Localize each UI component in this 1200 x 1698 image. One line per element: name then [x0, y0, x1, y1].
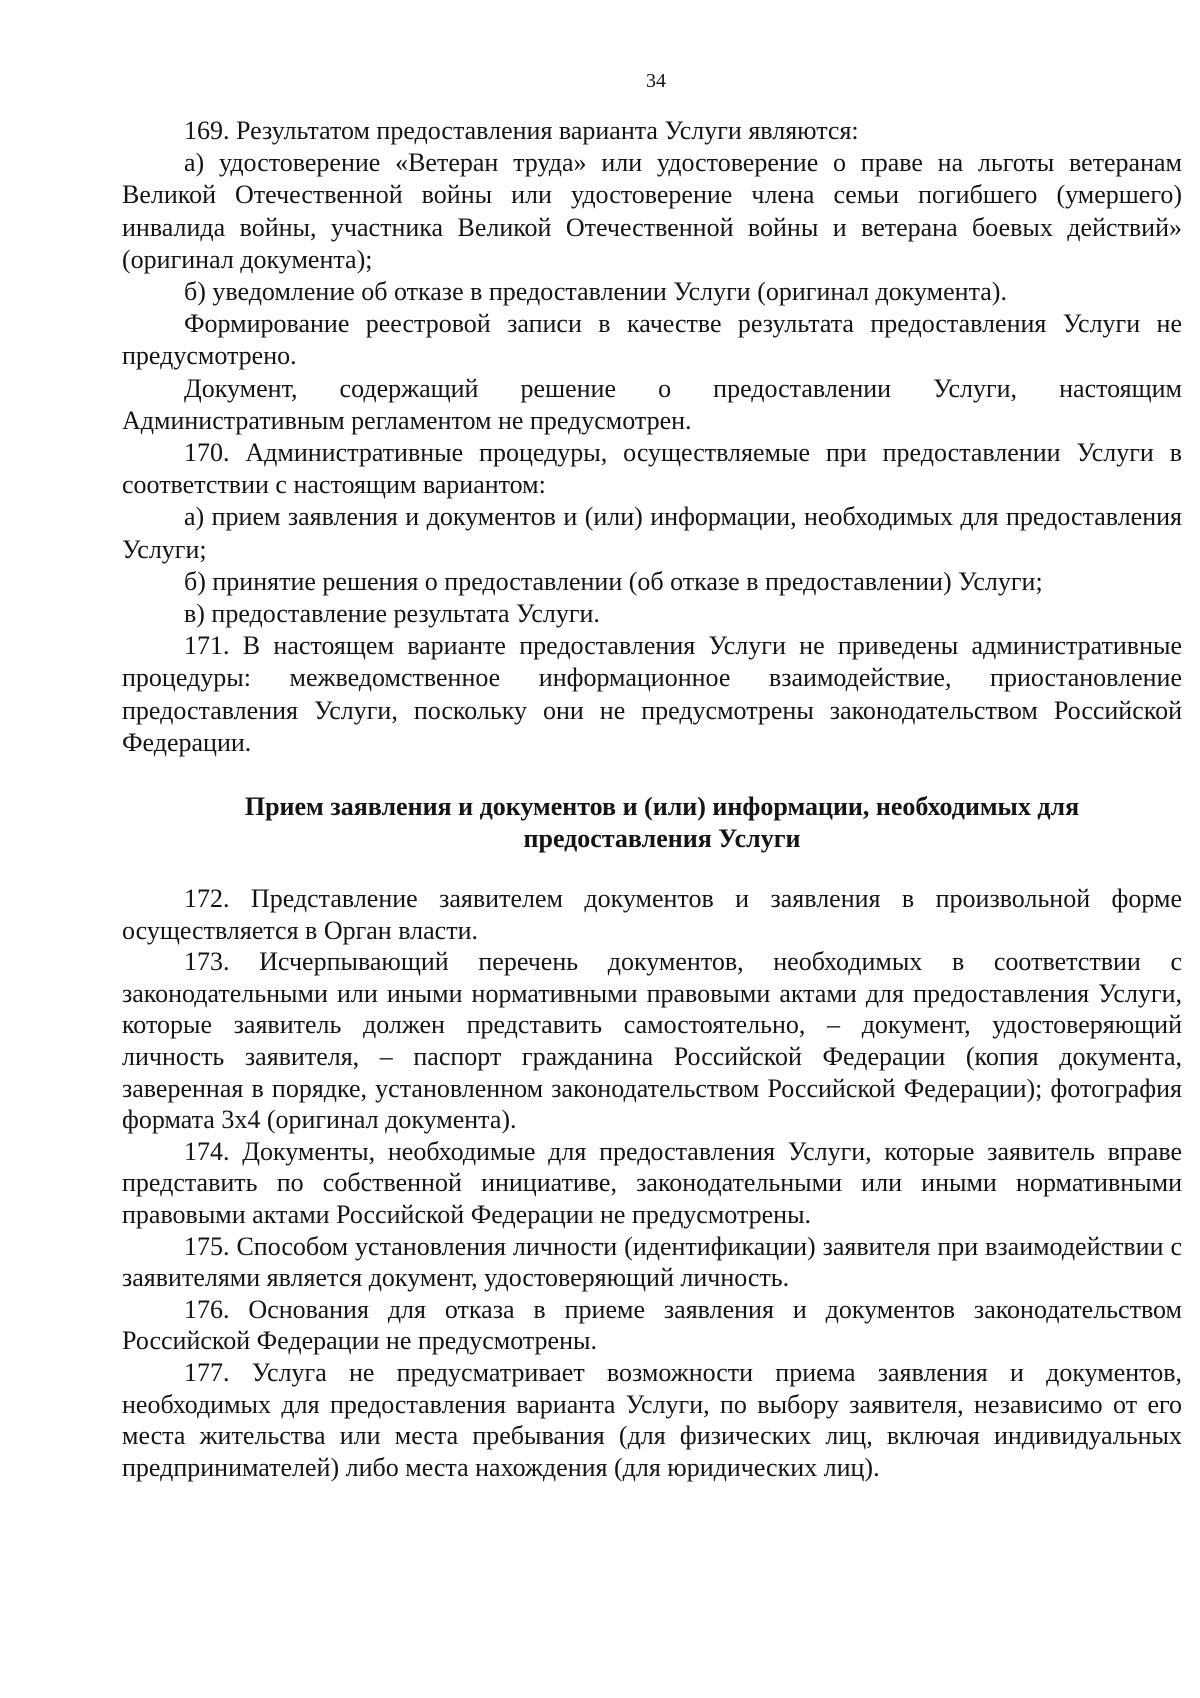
- paragraph-169-b: б) уведомление об отказе в предоставлении Услуги (оригинал документа).: [184, 277, 1007, 307]
- section-results: [122, 115, 1182, 759]
- paragraph-174: 174. Документы, необходимые для предоставления Услуги, которые заявитель вправе представить по собственной инициативе, законодательными или иными нормативными правовыми актами Российской Федерации не предусмотрены.: [122, 1136, 1182, 1229]
- paragraph-decision-document: Документ, содержащий решение о предоставлении Услуги, настоящим Административным регламентом не предусмотрен.: [122, 373, 1182, 435]
- spacer: [122, 759, 1182, 791]
- paragraph-176: 176. Основания для отказа в приеме заявления и документов законодательством Российской Федерации не предусмотрены.: [122, 1294, 1182, 1356]
- paragraph-registry-record: Формирование реестровой записи в качестве результата предоставления Услуги не предусмотрено.: [122, 309, 1182, 371]
- paragraph-172: 172. Представление заявителем документов и заявления в произвольной форме осуществляется в Орган власти.: [122, 884, 1182, 945]
- paragraph-169-a: а) удостоверение «Ветеран труда» или удостоверение о праве на льготы ветеранам Великой Отечественной войны или удостоверение члена семьи погибшего (умершего) инвалида войны, участника Великой Отечественной войны и ветерана боевых действий» (оригинал документа);: [122, 148, 1182, 274]
- document-body: [122, 115, 1182, 1483]
- page-number: 34: [646, 70, 666, 92]
- spacer: [122, 855, 1182, 883]
- section-heading: Прием заявления и документов и (или) информации, необходимых для предоставления Услуги: [244, 792, 1080, 854]
- paragraph-177: 177. Услуга не предусматривает возможности приема заявления и документов, необходимых для предоставления варианта Услуги, по выбору заявителя, независимо от его места жительства или места пребывания (для физических лиц, включая индивидуальных предпринимателей) либо места нахождения (для юридических лиц).: [122, 1357, 1182, 1482]
- section-application-intake: [122, 883, 1182, 1483]
- paragraph-173: 173. Исчерпывающий перечень документов, необходимых в соответствии с законодательными или иными нормативными правовыми актами для предоставления Услуги, которые заявитель должен представить самостоятельно, – документ, удостоверяющий личность заявителя, – паспорт гражданина Российской Федерации (копия документа, заверенная в порядке, установленном законодательством Российской Федерации); фотография формата 3х4 (оригинал документа).: [122, 947, 1182, 1135]
- paragraph-170-b: б) принятие решения о предоставлении (об отказе в предоставлении) Услуги;: [184, 566, 1043, 596]
- paragraph-170-a: а) прием заявления и документов и (или) информации, необходимых для предоставления Услуги;: [122, 502, 1182, 564]
- paragraph-171: 171. В настоящем варианте предоставления Услуги не приведены административные процедуры: межведомственное информационное взаимодействие, приостановление предоставления Услуги, поскольку они не предусмотрены законодательством Российской Федерации.: [122, 631, 1182, 757]
- paragraph-170-v: в) предоставление результата Услуги.: [184, 599, 600, 629]
- paragraph-169: 169. Результатом предоставления варианта Услуги являются:: [184, 116, 859, 145]
- paragraph-175: 175. Способом установления личности (идентификации) заявителя при взаимодействии с заявителями является документ, удостоверяющий личность.: [122, 1231, 1182, 1293]
- paragraph-170: 170. Административные процедуры, осуществляемые при предоставлении Услуги в соответствии с настоящим вариантом:: [122, 438, 1182, 500]
